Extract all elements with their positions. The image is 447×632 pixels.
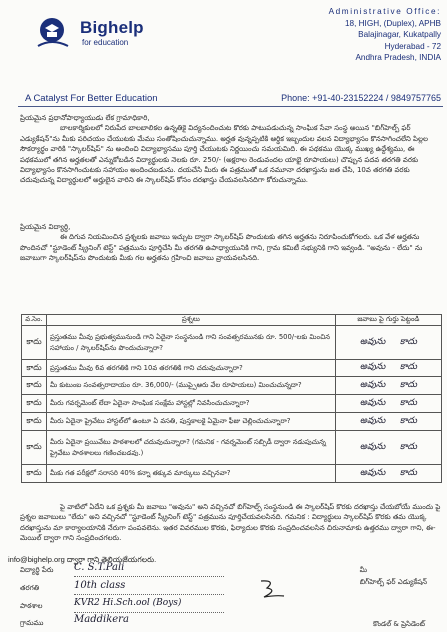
- handwritten-signature: [258, 578, 288, 600]
- answer-cell: [335, 360, 441, 377]
- table-row: [22, 377, 442, 395]
- student-name-value[interactable]: C. S.T.Pali: [74, 562, 125, 573]
- eligibility-table: [21, 314, 442, 483]
- greeting-headmaster: ప్రియమైన ప్రధానోపాధ్యాయుడు లేక గ్రామాధికారి,: [20, 114, 150, 122]
- table-row: [22, 395, 442, 413]
- sender-organisation: బిగ్‌హెల్ప్ ఫర్ ఎడ్యుకేషన్: [359, 578, 427, 586]
- tagline: A Catalyst For Better Education: [25, 93, 158, 104]
- answer-cell: [335, 377, 441, 395]
- school-label: పాఠశాల: [20, 602, 43, 610]
- handwritten-no[interactable]: కాదు: [399, 441, 418, 452]
- row-number: కాదు: [22, 395, 47, 413]
- student-name-label: విద్యార్థి పేరు: [20, 566, 54, 574]
- brand-subtitle: for education: [82, 38, 129, 47]
- question-text: ప్రస్తుతము మీవు 6వ తరగతికి గాని 10వ తరగతికి గాని చదువుచున్నారా?: [46, 360, 335, 377]
- class-value[interactable]: 10th class: [74, 580, 126, 591]
- handwritten-yes[interactable]: అవును: [359, 441, 386, 452]
- brand-name: Bighelp: [80, 18, 144, 37]
- president-label: కొండల్ & ప్రెసిడెంట్: [373, 620, 425, 628]
- village-value[interactable]: Maddikera: [74, 614, 129, 625]
- address-line: Andhra Pradesh, INDIA: [355, 53, 441, 63]
- address-line: Hyderabad - 72: [384, 41, 441, 51]
- row-number: కాదు: [22, 465, 47, 483]
- row-number: కాదు: [22, 431, 47, 465]
- handwritten-yes[interactable]: అవును: [359, 379, 386, 390]
- header-divider: [18, 106, 443, 107]
- address-line: Balajinagar, Kukatpally: [358, 30, 441, 40]
- intro-paragraph: బాలకార్మికులలో నిరుపేద బాలబాలికల ఉన్నతికై విద్యనందించుట కొరకు పాటుపడుచున్న సాంఘిక సేవా సంస్థ అయిన "బిగ్‌హెల్ప్ ఫర్ ఎడ్యుకేషన్"ను మీకు పరిచయం చేయుటకు మేము సంతోషించుచున్నాము. అర్హత వున్నప్పటికి ఆర్థిక ఇబ్బందుల వలన విద్యాభ్యాసం కొనసాగించలేని పిల్లల సౌకర్యార్థం వారికి "స్కాలర్‌షిప్" ను అందించి విద్యాభ్యాసము పూర్తి చేయుటకు నిర్ణయించు సమయమిది. ఈ పథకము యొక్క ముఖ్య ఉద్దేశ్యము, ఈ పథకములో తగిన అర్హతలతో ఎన్నుకోబడిన విద్యార్థులకు నెలకు రూ. 250/- (అక్షరాల రెండువందల యాభై రూపాయలు) చొప్పున పదవ తరగతి వరకు విద్యాభ్యాసం కొనసాగించుటకు సహాయం అందించబడును. దయచేసి మీరు ఈ పత్రముతో ఒక నమూనా దరఖాస్తును జత చేసి, 10వ తరగతి వరకు చదువుచున్న విద్యార్థులలో అర్హులైన వారిని ఈ స్కాలర్‌షిప్ కోసం దరఖాస్తు చేయవలసినదిగా కోరుచున్నాము.: [20, 124, 428, 185]
- intro-section: [20, 113, 441, 186]
- handwritten-no[interactable]: కాదు: [399, 362, 418, 372]
- closing-paragraph: పై వాటిలో ఏదేని ఒక ప్రశ్నకు మీ జవాబు "అవును" అని వచ్చినచో బిగ్‌హెల్ప్ సంస్థనుండి ఈ స్కాలర్‌షిప్ కొరకు దరఖాస్తు చేయబోయే ముందు పై ప్రశ్నల జవాబులు "లేదు" అని వచ్చినచో "స్టూడెంట్ స్క్రీనింగ్ టెస్ట్" పత్రమును పూర్తిచేయవలసినది. గమనిక : విద్యార్థులు స్కాలర్‌షిప్ కొరకు తమ యొక్క దరఖాస్తును మా కార్యాలయానికి నేరుగా పంపవలెను. ఇతర వివరముల కొరకు, ఫిర్యాదుల కొరకు సంప్రదించవలసిన చిరునామాకు ఉత్తరము ద్వారా గాని, ఈ-మెయిల్ ద్వారా గాని సంప్రదించగలరు.: [20, 503, 441, 543]
- student-paragraph: ఈ దిగువ నియమించిన ప్రశ్నలకు జవాబు ఇచ్చుట ద్వారా స్కాలర్‌షిప్ పొందుటకు తగిన అర్హతను నిరూపించుకోగలరు. ఒక వేళ అర్హతను పొందినచో "స్టూడెంట్ స్క్రీనింగ్ టెస్ట్" పత్రమును పూర్తిచేసి మీ తరగతి ఉపాధ్యాయునికి గాని, గ్రామ కమిటీ సభ్యునికి గాని ఇవ్వండి. "అవును - లేదు" ను జవాబుగా స్కాలర్‌షిప్‌ను పొందుటకు మీకు గల అర్హతను గ్రహించి జవాబు వ్రాయవలసినది.: [20, 233, 423, 263]
- row-number: కాదు: [22, 377, 47, 395]
- student-section: [20, 222, 441, 264]
- student-name-line: [74, 575, 224, 577]
- handwritten-yes[interactable]: అవును: [359, 415, 386, 426]
- table-row: [22, 326, 442, 360]
- answer-cell: [335, 326, 441, 360]
- question-text: ప్రస్తుతము మీవు ప్రభుత్వమునుండి గాని ఏదైనా సంస్థనుండి గాని సంవత్సరమునకు రూ. 500/-లకు మించిన సహాయం / స్కాలర్‌షిప్‌ను పొందుచున్నారా?: [46, 326, 335, 360]
- class-line: [74, 593, 224, 595]
- school-value[interactable]: KVR2 Hi.Sch.ool (Boys): [74, 598, 182, 608]
- table-row: [22, 465, 442, 483]
- question-text: మీరు ఏదైనా ప్రైవేటు హాస్టల్‌లో ఉంటూ ఏ వసతి, పుస్తకాలకై ఏమైనా ఫీజు చెల్లించుచున్నారా?: [46, 413, 335, 431]
- contact-email[interactable]: info@bighelp.org ద్వారా గాని తెలియజేయగలరు.: [8, 555, 157, 564]
- handwritten-no[interactable]: కాదు: [399, 336, 418, 347]
- row-number: కాదు: [22, 413, 47, 431]
- question-text: మీరు ఏదైనా ప్రయివేటు పాఠశాలలో చదువుచున్నారా? (గమనిక - గవర్నమెంట్ సబ్సిడీ ద్వారా నడుపుచున్న ప్రైవేటు పాఠశాలలు గణించబడవు.): [46, 431, 335, 465]
- address-title: Administrative Office:: [328, 7, 441, 16]
- table-row: [22, 413, 442, 431]
- handwritten-yes[interactable]: అవును: [359, 336, 386, 347]
- handwritten-yes[interactable]: అవును: [359, 362, 386, 372]
- handwritten-no[interactable]: కాదు: [399, 379, 418, 390]
- sender-label: మీ: [359, 566, 367, 574]
- table-row: [22, 431, 442, 465]
- village-label: గ్రామము: [20, 619, 44, 627]
- handwritten-yes[interactable]: అవును: [359, 397, 386, 408]
- address-line: 18, HIGH, (Duplex), APHB: [344, 18, 441, 28]
- handwritten-no[interactable]: కాదు: [399, 415, 418, 426]
- question-text: మీకు గత పరీక్షలో సరాసరి 40% కన్నా తక్కువ మార్కులు వచ్చినవా?: [46, 465, 335, 483]
- row-number: కాదు: [22, 326, 47, 360]
- table-row: [22, 360, 442, 377]
- answer-cell: [335, 465, 441, 483]
- handwritten-no[interactable]: కాదు: [399, 467, 418, 478]
- greeting-student: ప్రియమైన విద్యార్థి,: [20, 223, 71, 231]
- column-header-number: వ.సెం.: [22, 315, 47, 326]
- handwritten-no[interactable]: కాదు: [399, 397, 418, 408]
- question-text: మీరు గవర్నమెంట్ లేదా ఏదైనా సాంఘిక సంక్షేమ హాస్టల్లో నివసించుచున్నారా?: [46, 395, 335, 413]
- row-number: కాదు: [22, 360, 47, 377]
- office-address: [276, 6, 441, 64]
- answer-cell: [335, 413, 441, 431]
- question-text: మీ కుటుంబ సంవత్సరాదాయం రూ. 36,000/- (ముప్పైఆరు వేల రూపాయలు) మించుచున్నదా?: [46, 377, 335, 395]
- bighelp-logo-icon: [34, 16, 74, 50]
- school-line: [74, 611, 224, 613]
- answer-cell: [335, 431, 441, 465]
- phone-number: Phone: +91-40-23152224 / 9849757765: [281, 93, 441, 103]
- handwritten-yes[interactable]: అవును: [359, 467, 386, 478]
- answer-cell: [335, 395, 441, 413]
- column-header-answer: జవాబు పై గుర్తు పెట్టండి: [335, 315, 441, 326]
- column-header-question: ప్రశ్నలు: [46, 315, 335, 326]
- class-label: తరగతి: [20, 584, 40, 592]
